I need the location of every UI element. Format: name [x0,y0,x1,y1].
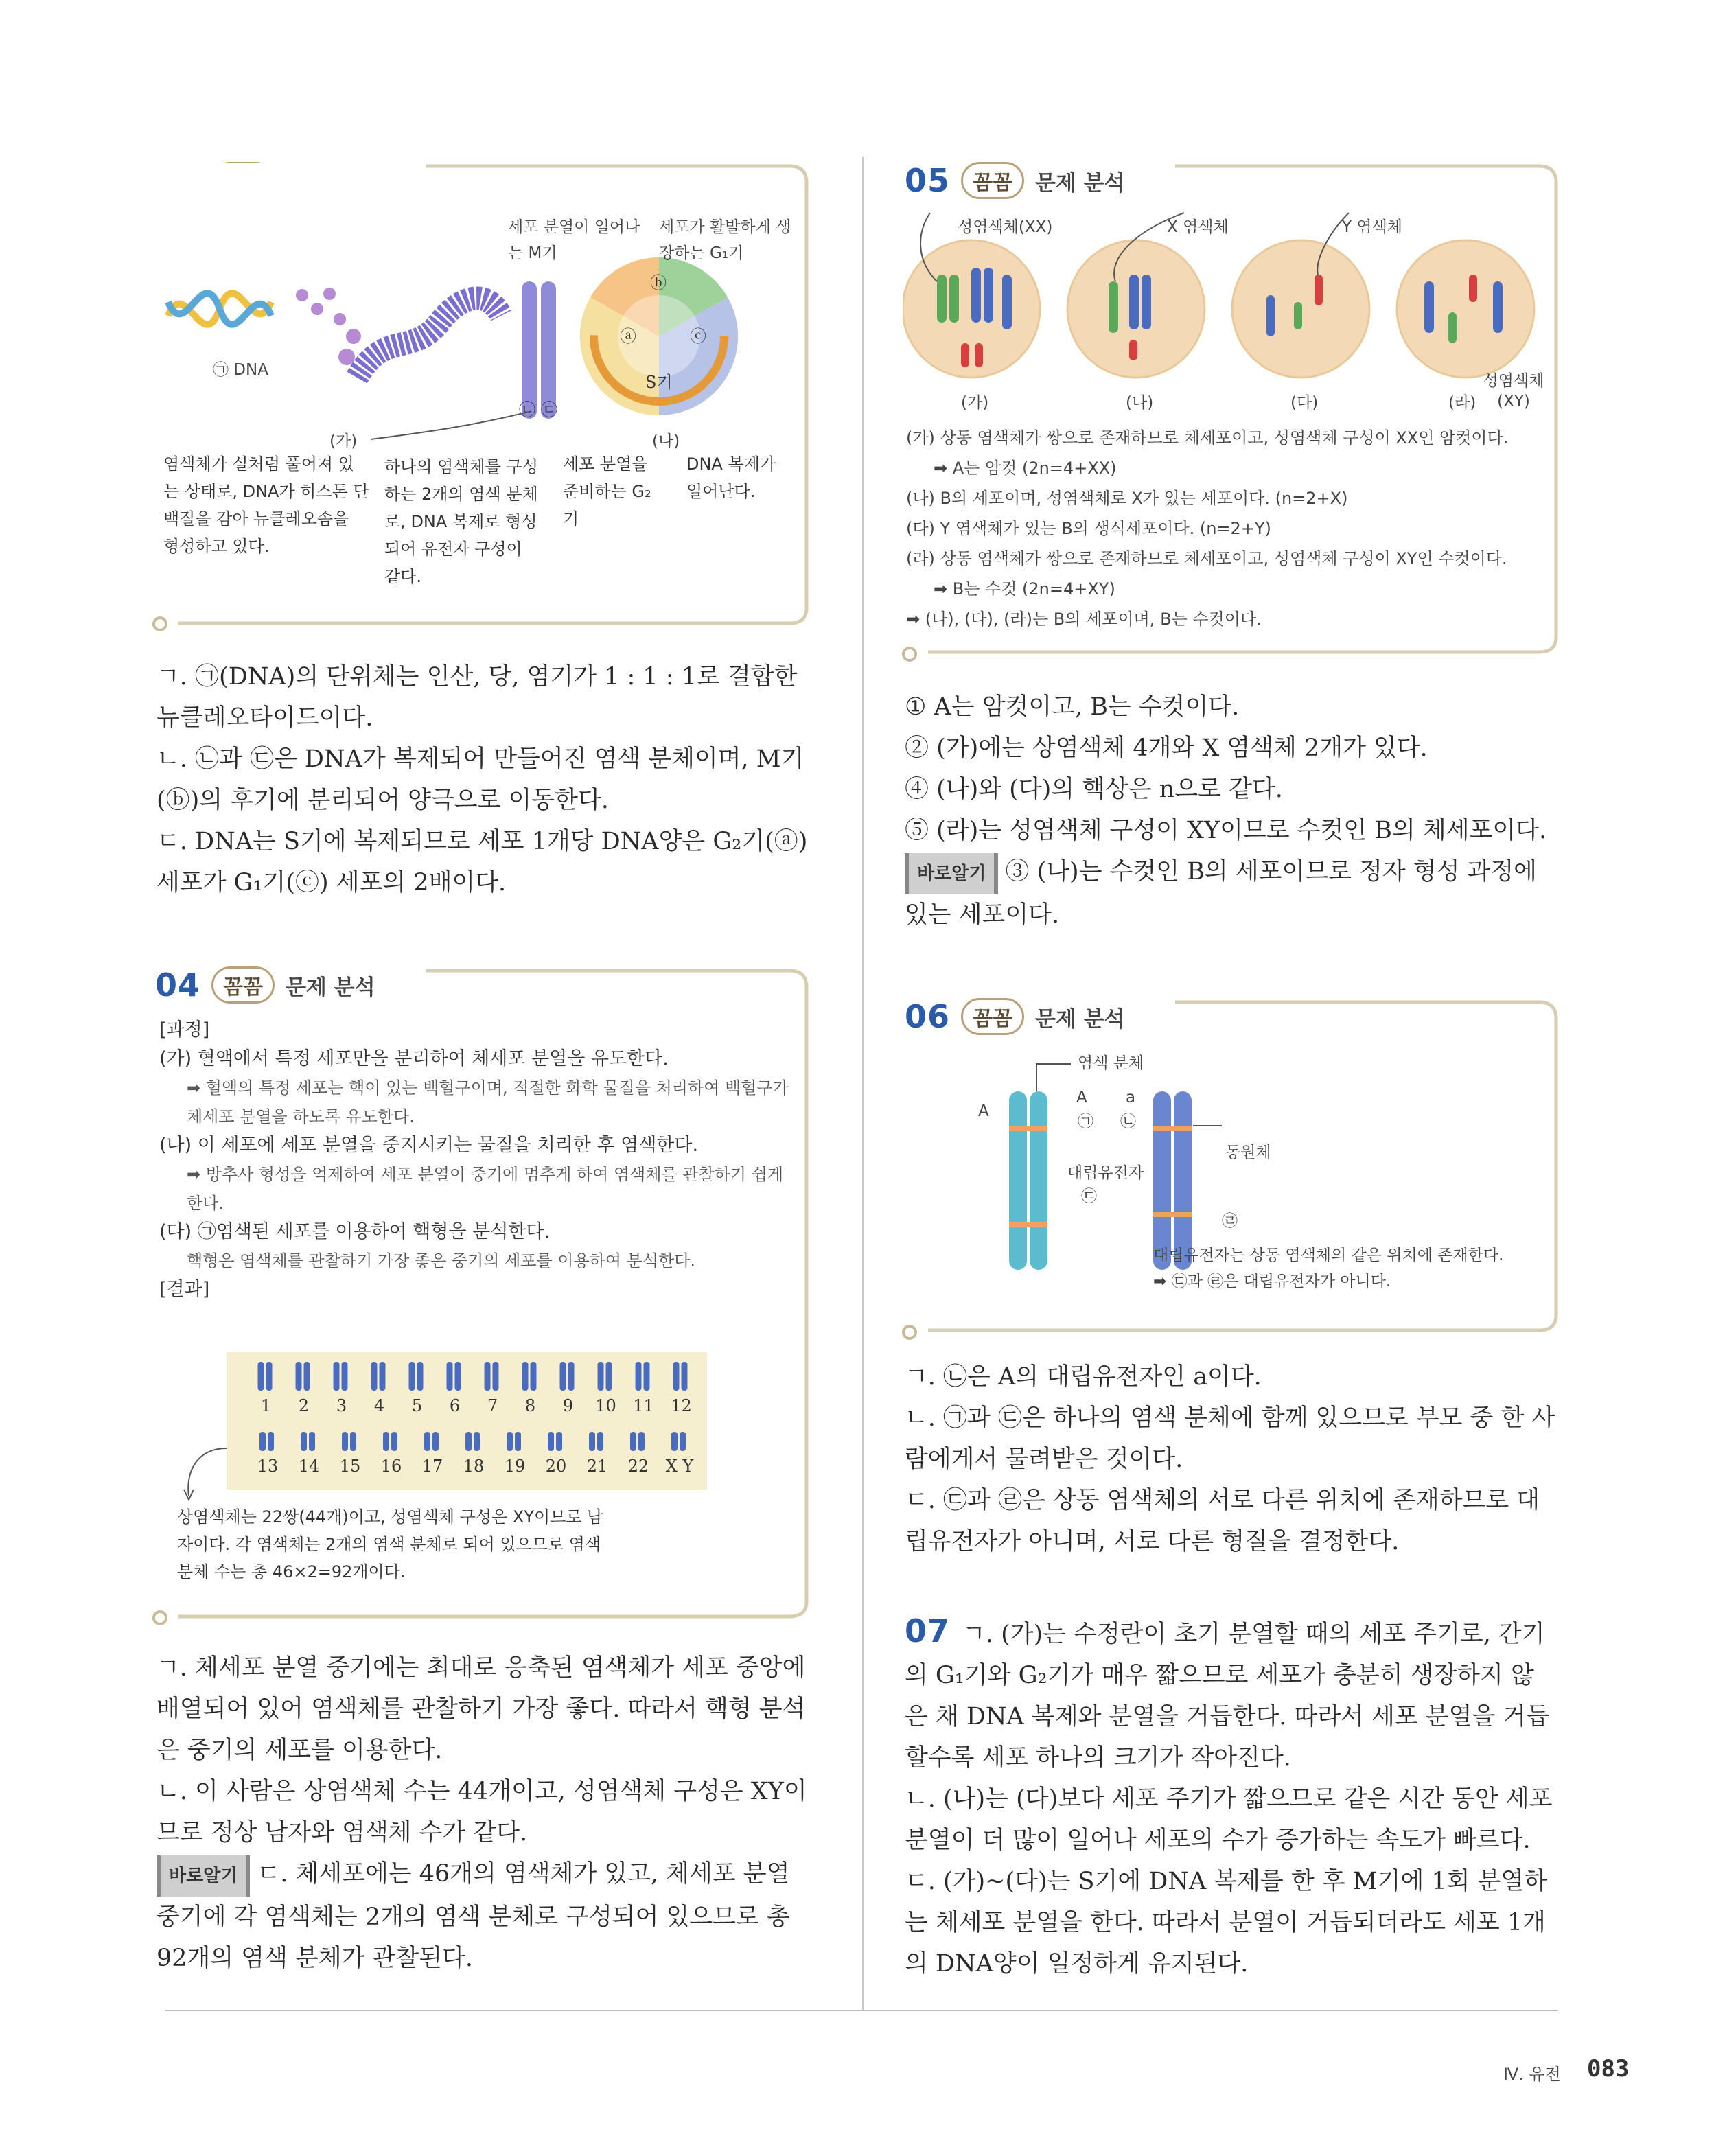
karyotype-number: 11 [633,1396,654,1415]
label-na: (나) [652,432,680,450]
karyotype-chromosome [350,1432,356,1451]
karyotype-chromosome [301,1432,307,1451]
footer-section: Ⅳ. 유전 [1503,2065,1561,2084]
karyotype-number: 1 [260,1396,272,1415]
analysis-line: ➡ B는 수컷 (2n=4+XY) [934,579,1115,599]
answer-item: ⑤ (라)는 성염색체 구성이 XY이므로 수컷인 B의 체세포이다. [905,817,1547,844]
karyotype-chromosome [522,1362,529,1391]
karyotype-number: 10 [595,1396,616,1415]
karyotype-chromosome [304,1362,310,1391]
cell-label: (나) [1126,394,1154,412]
step-da-note: 핵형은 염색체를 관찰하기 가장 좋은 중기의 세포를 이용하여 분석한다. [187,1251,695,1271]
chromosome-left [1009,1091,1047,1270]
answer-item: ① A는 암컷이고, B는 수컷이다. [905,693,1240,721]
note-g2: 세포 분열을 준비하는 G₂기 [563,454,651,529]
karyotype-chromosome [630,1432,636,1451]
karyotype-chromosome [682,1362,688,1391]
karyotype-chromosome [309,1432,315,1451]
karyotype-chromosome [432,1432,439,1451]
label-gene-r: ㉣ [1222,1212,1238,1230]
answer-item: ④ (나)와 (다)의 핵상은 n으로 같다. [905,776,1283,803]
karyotype-number: 4 [373,1396,385,1415]
q04-answers [157,1647,809,1979]
dna-helix [168,293,271,324]
cell-da [1232,240,1369,378]
q07-answers [905,1610,1557,1984]
cell-na [1067,240,1205,378]
correction-tag: 바로알기 [157,1855,250,1897]
label-chromatid: 염색 분체 [1078,1054,1144,1072]
karyotype-chromosome [409,1362,415,1391]
karyotype-chromosome [465,1432,472,1451]
question-number: 05 [905,162,951,199]
badge: 꼼꼼 [961,162,1024,199]
step-ga-note: ➡ 혈액의 특정 세포는 핵이 있는 백혈구이며, 적절한 화학 물질을 처리하여 백혈구가 체세포 분열을 하도록 유도한다. [187,1078,789,1126]
karyotype-chromosome [507,1432,513,1451]
q05-answers [905,686,1557,936]
note-chromatid: 하나의 염색체를 구성하는 2개의 염색 분체로, DNA 복제로 형성되어 유전자 구성이 같다. [384,457,538,586]
karyotype-number: 16 [380,1457,402,1476]
note-s: DNA 복제가 일어난다. [686,454,776,501]
karyotype-chromosome [391,1432,397,1451]
nucleosome-beads [296,288,361,365]
karyotype-number: X Y [665,1457,694,1476]
column-divider [862,157,864,2010]
box-title: 문제 분석 [1034,170,1125,196]
answer-item: ㄱ. ㉡은 A의 대립유전자인 a이다. [905,1363,1262,1391]
analysis-line: ➡ A는 암컷 (2n=4+XX) [934,459,1117,478]
karyotype-chromosome [334,1362,340,1391]
karyotype-number: 13 [257,1457,279,1476]
box-end-dot [152,1610,167,1625]
label-allele: 대립유전자 [1067,1164,1144,1182]
karyotype-number: 14 [298,1457,320,1476]
karyotype-chromosome [597,1432,603,1451]
correction-text: ③ (나)는 수컷인 B의 세포이므로 정자 형성 과정에 있는 세포이다. [905,858,1537,929]
footer-rule [165,2010,1558,2011]
karyotype-number: 12 [671,1396,692,1415]
answer-item: ㄷ. (가)~(다)는 S기에 DNA 복제를 한 후 M기에 1회 분열하는 체세포 분열을 한다. 따라서 분열이 거듭되더라도 세포 1개의 DNA양이 일정하게 유지된다. [905,1868,1548,1978]
step-ga: (가) 혈액에서 특정 세포만을 분리하여 체세포 분열을 유도한다. [159,1048,669,1069]
label-m-phase: 세포 분열이 일어나는 M기 [508,218,640,262]
answer-item: ㄴ. (나)는 (다)보다 세포 주기가 짧으므로 같은 시간 동안 세포 분열이 더 많이 일어나 세포의 수가 증가하는 속도가 빠르다. [905,1785,1553,1854]
karyotype-chromosome [380,1362,386,1391]
label-ga: (가) [329,432,358,450]
label-sex-chromosome-xy: 성염색체 (XY) [1483,372,1544,410]
karyotype-chromosome [447,1362,453,1391]
box-end-dot [902,647,917,662]
analysis-line: (나) B의 세포이며, 성염색체로 X가 있는 세포이다. (n=2+X) [906,489,1348,508]
karyotype-number: 6 [449,1396,461,1415]
karyotype-chromosome [560,1362,566,1391]
step-na-note: ➡ 방추사 형성을 억제하여 세포 분열이 중기에 멈추게 하여 염색체를 관찰하기 쉽게 한다. [187,1165,784,1213]
answer-item: ㄴ. ㉠과 ㉢은 하나의 염색 분체에 함께 있으므로 부모 중 한 사람에게서 물려받은 것이다. [905,1404,1555,1473]
q06-note: 대립유전자는 상동 염색체의 같은 위치에 존재한다. ➡ ㉢과 ㉣은 대립유전자가 아니다. [1153,1247,1504,1290]
karyotype-chromosome [531,1362,537,1391]
cycle-label-s: S기 [645,373,673,392]
karyotype-arrow [172,1441,240,1510]
q03-answers [157,656,809,903]
answer-item: ㄴ. 이 사람은 상염색체 수는 44개이고, 성염색체 구성은 XY이므로 정상 남자와 염색체 수가 같다. [157,1778,807,1846]
karyotype-chromosome [342,1432,348,1451]
procedure-label: [과정] [159,1019,210,1041]
analysis-line: (가) 상동 염색체가 쌍으로 존재하므로 체세포이고, 성염색체 구성이 XX인 암컷이다. [906,428,1509,448]
karyotype-chromosome [636,1362,642,1391]
karyotype-chromosome [556,1432,562,1451]
karyotype-chromosome [258,1362,264,1391]
question-number: 07 [905,1612,951,1649]
karyotype-chromosome [548,1432,554,1451]
label-dna: ㉠ DNA [213,361,268,379]
karyotype-number: 17 [421,1457,443,1476]
page-number: 083 [1587,2055,1630,2083]
question-number: 04 [155,966,201,1004]
karyotype-number: 20 [545,1457,567,1476]
karyotype-number: 5 [411,1396,423,1415]
answer-item [905,1610,1557,1778]
label-allele-A: A [978,1102,989,1120]
karyotype-chromosomes [227,1352,707,1490]
karyotype-number: 21 [586,1457,608,1476]
karyotype-chromosome [673,1362,680,1391]
karyotype-chromosome [606,1362,612,1391]
karyotype-chromosome [644,1362,650,1391]
label-y-chromosome: Y 염색체 [1342,218,1403,236]
box-title: 문제 분석 [1034,1006,1125,1032]
label-sex-chromosome-xx: 성염색체(XX) [958,218,1053,236]
correction-text: ㄷ. 체세포에는 46개의 염색체가 있고, 체세포 분열 중기에 각 염색체는 2개의 염색 분체로 구성되어 있으므로 총 92개의 염색 분체가 관찰된다. [157,1860,790,1972]
karyotype-chromosome [474,1432,480,1451]
answer-item: ㄱ. ㉠(DNA)의 단위체는 인산, 당, 염기가 1 : 1 : 1로 결합한 뉴클레오타이드이다. [157,663,798,732]
box-title: 문제 분석 [285,975,375,1000]
karyotype-chromosome [268,1432,274,1451]
karyotype-number: 9 [562,1396,574,1415]
label-gene-g: ㉠ [1078,1113,1093,1131]
q05-analysis-lines [906,423,1544,634]
chromatid-label-l: ㉡ [519,400,535,419]
label-gene-l: ㉡ [1120,1113,1136,1131]
karyotype-number: 2 [298,1396,310,1415]
cell-label: (라) [1448,394,1476,412]
badge: 꼼꼼 [961,998,1024,1035]
answer-text: ㄱ. (가)는 수정란이 초기 분열할 때의 세포 주기로, 간기의 G₁기와 G₂기가 매우 짧으므로 세포가 충분히 생장하지 않은 채 DNA 복제와 분열을 거듭한다. 따라서 세포 분열을 거듭할수록 세포 하나의 크기가 작아진다. [905,1621,1550,1772]
karyotype-number: 18 [463,1457,485,1476]
result-label: [결과] [159,1279,210,1300]
karyotype-chromosome [296,1362,302,1391]
karyotype-chromosome [485,1362,491,1391]
correction-tag: 바로알기 [905,853,998,894]
karyotype-chromosome [266,1362,273,1391]
karyotype-chromosome [680,1432,686,1451]
answer-item: ㄷ. ㉢과 ㉣은 상동 염색체의 서로 다른 위치에 존재하므로 대립유전자가 아니며, 서로 다른 형질을 결정한다. [905,1487,1540,1555]
question-number: 06 [905,998,951,1035]
cell-label: (다) [1290,394,1319,412]
label-allele-A-top: A [1076,1089,1087,1106]
karyotype-number: 15 [339,1457,361,1476]
karyotype-chromosome [589,1432,595,1451]
karyotype-number: 8 [524,1396,536,1415]
analysis-line: ➡ (나), (다), (라)는 B의 세포이며, B는 수컷이다. [906,610,1262,629]
note-chromatin: 염색체가 실처럼 풀어져 있는 상태로, DNA가 히스톤 단백질을 감아 뉴클레오솜을 형성하고 있다. [163,454,369,556]
answer-item-correction [905,851,1557,936]
karyotype-number: 19 [504,1457,526,1476]
q04-procedure [159,1016,791,1304]
karyotype-chromosome [371,1362,378,1391]
karyotype-chromosome [568,1362,575,1391]
label-g1-phase: 세포가 활발하게 생장하는 G₁기 [659,218,791,262]
karyotype-chromosome [259,1432,266,1451]
cycle-label-b: ⓑ [650,273,667,292]
answer-item: ㄱ. 체세포 분열 중기에는 최대로 응축된 염색체가 세포 중앙에 배열되어 있어 염색체를 관찰하기 가장 좋다. 따라서 핵형 분석은 중기의 세포를 이용한다. [157,1654,806,1764]
chromatin-coil [357,299,501,378]
cell-label: (가) [961,394,989,412]
karyotype-chromosome [493,1362,499,1391]
answer-item: ② (가)에는 상염색체 4개와 X 염색체 2개가 있다. [905,734,1428,762]
karyotype-chromosome [417,1362,424,1391]
label-allele-a: a [1126,1089,1136,1106]
chromatid-label-c: ㉢ [541,400,557,419]
cycle-label-c: ⓒ [690,327,706,346]
karyotype-chromosome [598,1362,604,1391]
karyotype-chromosome [671,1432,678,1451]
label-x-chromosome: X 염색체 [1167,218,1229,236]
step-na: (나) 이 세포에 세포 분열을 중지시키는 물질을 처리한 후 염색한다. [159,1135,699,1156]
label-centromere: 동원체 [1225,1144,1271,1161]
karyotype-chromosome [455,1362,461,1391]
answer-item-correction [157,1853,809,1979]
badge: 꼼꼼 [211,966,275,1004]
step-da: (다) ㉠염색된 세포를 이용하여 핵형을 분석한다. [159,1221,551,1242]
karyotype-number: 3 [336,1396,347,1415]
karyotype-chromosome [383,1432,389,1451]
answer-item: ㄷ. DNA는 S기에 복제되므로 세포 1개당 DNA양은 G₂기(ⓐ) 세포가 G₁기(ⓒ) 세포의 2배이다. [157,828,808,896]
chromosome [522,281,556,419]
answer-item: ㄴ. ㉡과 ㉢은 DNA가 복제되어 만들어진 염색 분체이며, M기(ⓑ)의 후기에 분리되어 양극으로 이동한다. [157,745,804,814]
karyotype-note: 상염색체는 22쌍(44개)이고, 성염색체 구성은 XY이므로 남자이다. 각 염색체는 2개의 염색 분체로 되어 있으므로 염색 분체 수는 총 46×2=92개이다. [177,1507,603,1581]
karyotype-number: 7 [487,1396,498,1415]
karyotype-chromosome [515,1432,521,1451]
label-gene-c: ㉢ [1081,1187,1097,1205]
analysis-line: (라) 상동 염색체가 쌍으로 존재하므로 체세포이고, 성염색체 구성이 XY인 수컷이다. [906,549,1507,568]
q06-answers [905,1356,1557,1562]
karyotype-number: 22 [627,1457,649,1476]
karyotype-chromosome [342,1362,348,1391]
analysis-line: (다) Y 염색체가 있는 B의 생식세포이다. (n=2+Y) [906,519,1271,538]
cycle-label-a: ⓐ [620,327,636,346]
box-end-dot [902,1325,917,1340]
karyotype-chromosome [424,1432,430,1451]
karyotype-chromosome [638,1432,645,1451]
box-end-dot [152,616,167,631]
cell-ra [1397,240,1534,378]
